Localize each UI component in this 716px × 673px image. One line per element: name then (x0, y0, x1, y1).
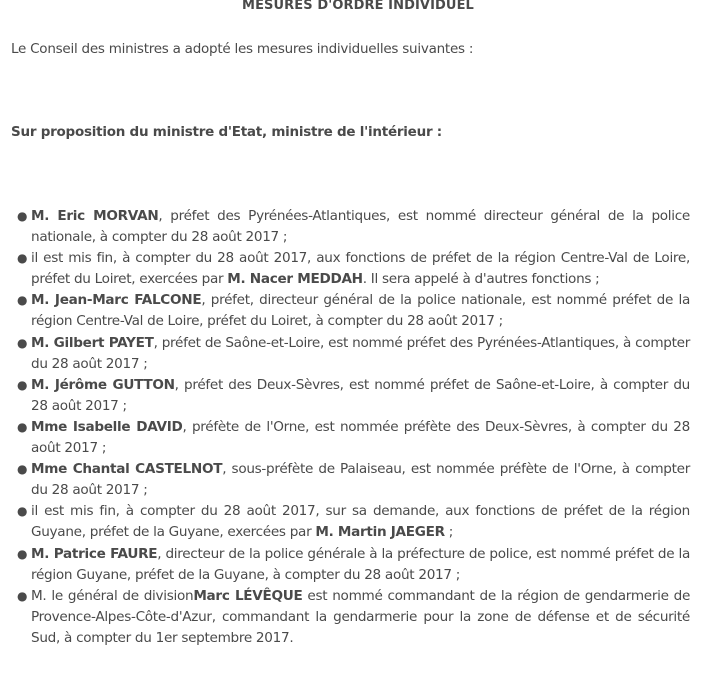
bullet-icon: ● (17, 209, 28, 223)
list-item (17, 459, 690, 501)
measure-text: , préfet des Pyrénées-Atlantiques, est nommé directeur général de la police nationale, à compter du 28 août 2017 ; (31, 208, 690, 246)
bullet-icon: ● (17, 588, 28, 603)
bullet-icon: ● (17, 293, 28, 308)
appointee-name: M. Jean-Marc FALCONE (31, 292, 202, 309)
measures-list (17, 206, 691, 649)
list-item (17, 586, 691, 649)
measure-text: , directeur de la police générale à la préfecture de police, est nommé préfet de la région Guyane, préfet de la Guyane, à compter du 28 août 2017 ; (31, 545, 690, 583)
measure-text: , préfet, directeur général de la police nationale, est nommé préfet de la région Centre-Val de Loire, préfet du Loiret, à compter du 28 août 2017 ; (31, 292, 690, 330)
list-item (17, 206, 690, 248)
list-item (17, 375, 690, 417)
appointee-name: M. Eric MORVAN (31, 208, 159, 224)
intro-paragraph: Le Conseil des ministres a adopté les mesures individuelles suivantes : (11, 41, 474, 57)
document-title: MESURES D'ORDRE INDIVIDUEL (242, 0, 474, 13)
appointee-name: M. Patrice FAURE (31, 545, 158, 562)
appointee-name: M. Martin JAEGER (315, 524, 445, 541)
list-item (17, 417, 690, 459)
bullet-icon: ● (17, 462, 28, 477)
measure-text: , préfet de Saône-et-Loire, est nommé préfet des Pyrénées-Atlantiques, à compter du 28 août 2017 ; (31, 334, 690, 372)
measure-text: il est mis fin, à compter du 28 août 2017, aux fonctions de préfet de la région Centre-Val de Loire, préfet du Loiret, exercées par (31, 250, 690, 288)
list-item (17, 248, 690, 290)
measure-text: est nommé commandant de la région de gendarmerie de Provence-Alpes-Côte-d'Azur, commandant la gendarmerie pour la zone de défense et de sécurité Sud, à compter du 1er septembre 2017. (31, 587, 691, 646)
appointee-name: Marc LÉVÊQUE (193, 587, 303, 604)
measure-text: , préfet des Deux-Sèvres, est nommé préfet de Saône-et-Loire, à compter du 28 août 2017 ; (31, 376, 690, 414)
appointee-name: Mme Isabelle DAVID (31, 418, 183, 435)
measure-text: , sous-préfète de Palaiseau, est nommée préfète de l'Orne, à compter du 28 août 2017 ; (31, 461, 690, 499)
appointee-name: Mme Chantal CASTELNOT (31, 461, 223, 478)
measure-text: . Il sera appelé à d'autres fonctions ; (362, 271, 600, 288)
list-item (17, 544, 690, 586)
list-item (17, 501, 690, 543)
appointee-name: M. Nacer MEDDAH (227, 271, 363, 288)
measure-text: ; (444, 524, 454, 541)
list-item (17, 333, 690, 375)
bullet-icon: ● (17, 504, 28, 519)
bullet-icon: ● (17, 251, 28, 266)
measure-text: il est mis fin, à compter du 28 août 2017, sur sa demande, aux fonctions de préfet de la région Guyane, préfet de la Guyane, exercées par (31, 503, 690, 541)
measure-text: , préfète de l'Orne, est nommée préfète des Deux-Sèvres, à compter du 28 août 2017 ; (31, 418, 690, 457)
bullet-icon: ● (17, 377, 28, 392)
appointee-name: M. Gilbert PAYET (31, 334, 154, 351)
measure-text: M. le général de division (31, 587, 194, 604)
appointee-name: M. Jérôme GUTTON (31, 376, 175, 393)
section-heading: Sur proposition du ministre d'Etat, ministre de l'intérieur : (11, 124, 442, 140)
bullet-icon: ● (17, 546, 28, 561)
bullet-icon: ● (17, 335, 28, 350)
bullet-icon: ● (17, 419, 28, 434)
list-item (17, 290, 690, 332)
